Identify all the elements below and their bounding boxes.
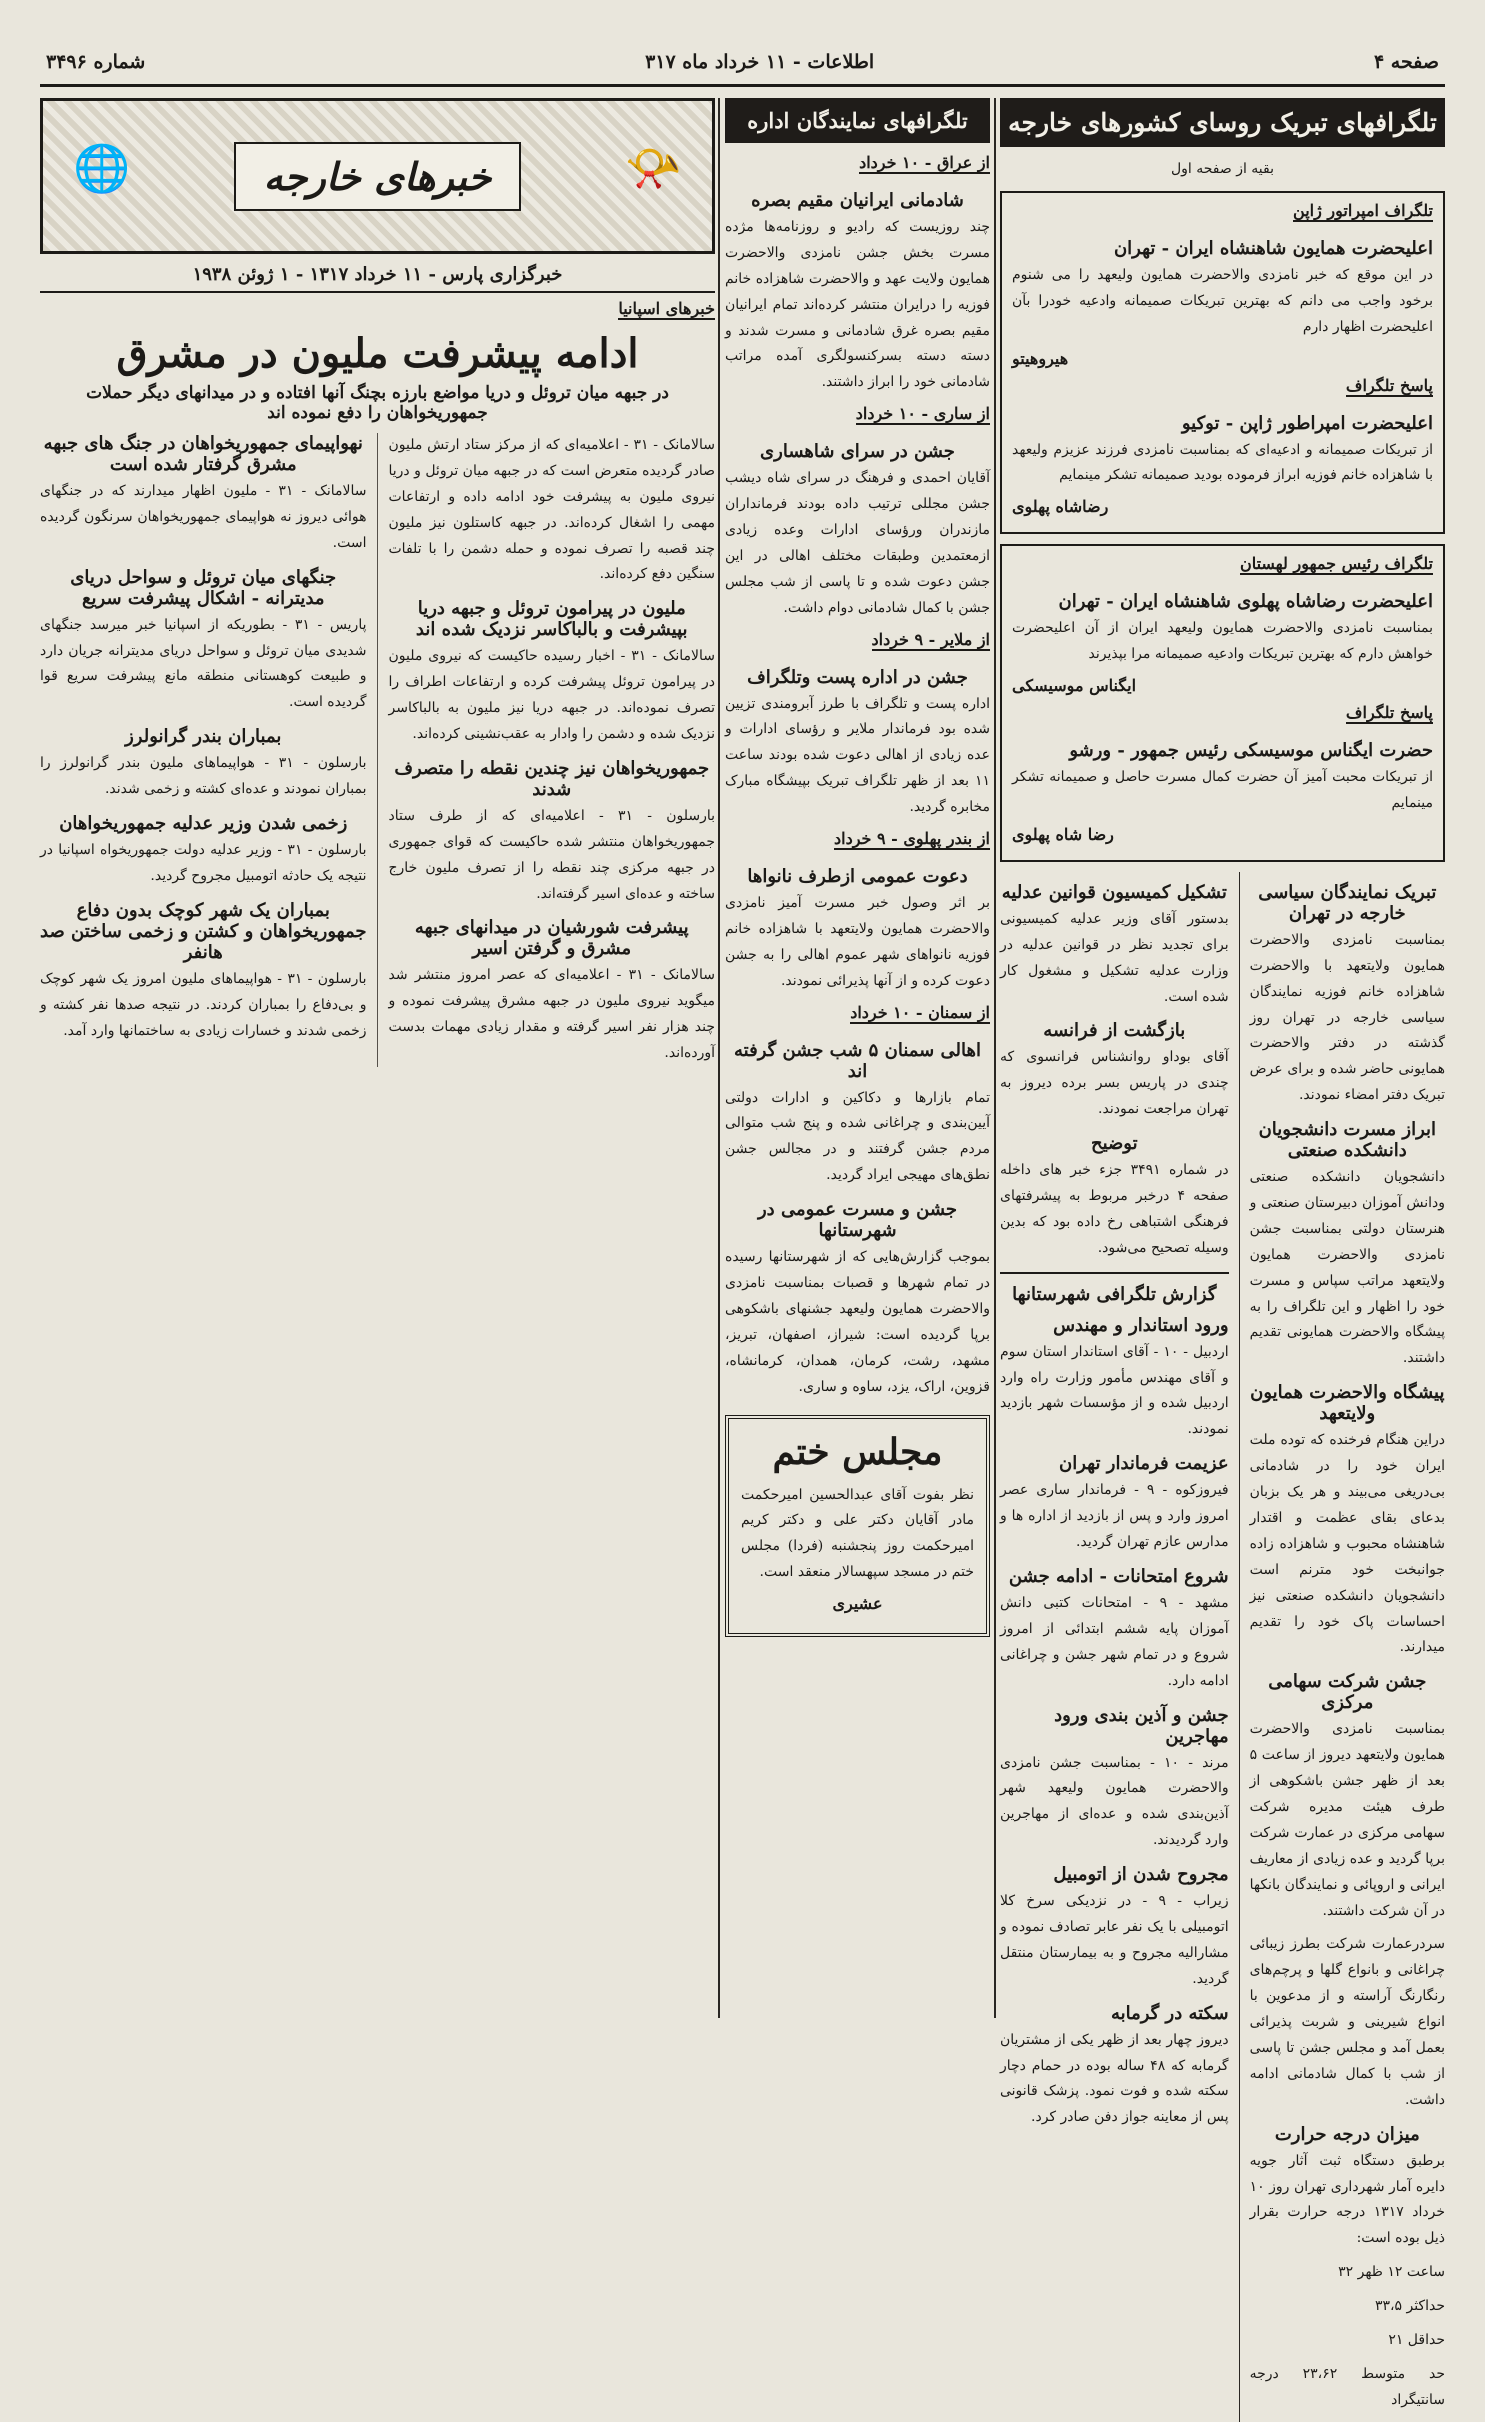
issue-label: شماره ۳۴۹۶ [46, 51, 146, 73]
japan-signature: هیروهیتو [1012, 348, 1069, 368]
celebration-text: مرند - ۱۰ - بمناسبت جشن نامزدی والاحضرت همایون ولیعهد شهر آذین‌بندی شده و عده‌ای از مهاجرین وارد گردیدند. [999, 1754, 1229, 1849]
france-title: بازگشت از فرانسه [1043, 1020, 1186, 1042]
temperature-row: حد متوسط ۲۳،۶۲ درجه سانتیگراد [1249, 2365, 1445, 2408]
sari-title: جشن در سرای شاهساری [760, 441, 955, 463]
foreign-news-logo [40, 98, 715, 254]
poland-text: بمناسبت نامزدی والاحضرت همایون ولیعهد ایران از آن اعلیحضرت خواهش دارم که بهترین تبریکات وادعیه صمیمانه مرا بپذیرند [1012, 620, 1433, 663]
right-lower-inner [1250, 872, 1445, 2422]
exam-text: مشهد - ۹ - امتحانات کتبی دانش آموزان پایه ششم ابتدائی از امروز شروع و در تمام شهر جشن و چراغانی ادامه دارد. [999, 1594, 1229, 1689]
spain-text: سالامانک - ۳۱ - اخبار رسیده حاکیست که نیروی ملیون در پیرامون تروئل پیشرفت کرده و ارتفاعات اطراف را تصرف نموده‌اند. در جبهه دریا نیز ملیون به بالباکاسر نزدیک شده و دشمن را وادار به عقب‌نشینی کرده‌اند. [388, 648, 715, 743]
bandar-title: دعوت عمومی ازطرف نانواها [747, 866, 968, 888]
inner-divider [1239, 872, 1240, 2422]
poland-recipient: اعلیحضرت رضاشاه پهلوی شاهنشاه ایران - تهران [1058, 591, 1433, 613]
spain-text: پاریس - ۳۱ - بطوریکه از اسپانیا خبر میرسد جنگهای شدیدی میان تروئل و سواحل دریای مدیترانه جریان دارد و طبیعت کوهستانی منطقه مانع پیشرفت سریع قوا گردیده است. [40, 616, 367, 711]
bandar-dateline: از بندر پهلوی - ۹ خرداد [834, 829, 990, 849]
middle-banner: تلگرافهای نمایندگان اداره [725, 98, 990, 143]
spain-headline: بمباران بندر گرانولرز [125, 726, 282, 748]
right-banner: تلگرافهای تبریک روسای کشورهای خارجه [1000, 98, 1445, 147]
students-text: دانشجویان دانشکده صنعتی ودانش آموزان دبیرستان صنعتی و هنرستان دولتی بمناسبت جشن نامزدی والاحضرت همایون ولایتعهد مراتب سپاس و مسرت خود را اظهار و این تلگراف را به پیشگاه والاحضرت همایونی تقدیم داشتند. [1249, 1169, 1445, 1367]
heart-attack-title: سکته در گرمابه [1110, 2002, 1229, 2024]
iraq-text: چند روزیست که رادیو و روزنامه‌ها مژده مسرت بخش جشن نامزدی والاحضرت همایون ولایت عهد و والاحضرت شاهزاده خانم فوزیه را درایران منتشر کرده‌اند تمام ایرانیان مقیم بصره غرق شادمانی و مسرت شدند و دسته دسته بسرکنسولگری آمده مراتب شادمانی خود را ابراز داشتند. [725, 219, 990, 391]
exam-title: شروع امتحانات - ادامه جشن [1008, 1565, 1229, 1587]
newspaper-page [40, 40, 1445, 2408]
sari-text: آقایان احمدی و فرهنگ در سرای شاه دیشب جشن مجللی ترتیب داده بودند فرمانداران مازندران ورؤسای ادارات وعده زیادی ازمعتمدین وطبقات مختلف اهالی در این جشن دعوت شده و تا پاسی از شب مجلس جشن با کمال شادمانی دوام داشت. [725, 470, 990, 616]
spain-headline: جنگهای میان تروئل و سواحل دریای مدیترانه - اشکال پیشرفت سریع [70, 566, 337, 609]
globe-icon: 🌐 [73, 141, 131, 195]
spain-headline: جمهوریخواهان نیز چندین نقطه را متصرف شدند [394, 757, 710, 800]
students-title: ابراز مسرت دانشجویان دانشکده صنعتی [1258, 1119, 1437, 1162]
mourning-signature: عشیری [832, 1594, 883, 1614]
japan-recipient: اعلیحضرت همایون شاهنشاه ایران - تهران [1113, 237, 1433, 259]
temperature-title: میزان درجه حرارت [1274, 2123, 1420, 2145]
note-title: توضیح [1090, 1133, 1138, 1155]
cities-text: بموجب گزارش‌هایی که از شهرستانها رسیده در تمام شهرها و قصبات بمناسبت نامزدی والاحضرت همایون ولیعهد جشنهای باشکوهی برپا گردیده است: شیراز، اصفهان، تبریز، مشهد، رشت، کرمان، همدان، کرمانشاه، قزوین، اراک، یزد، ساوه و ساری. [725, 1249, 990, 1395]
spain-news-columns [40, 433, 715, 1067]
reports-title: گزارش تلگرافی شهرستانها [1012, 1283, 1217, 1305]
warsaw-text: از تبریکات محبت آمیز آن حضرت کمال مسرت حاصل و صمیمانه تشکر مینمایم [1012, 769, 1433, 812]
poland-tag: تلگراف رئیس جمهور لهستان [1239, 554, 1433, 574]
paper-date: اطلاعات - ۱۱ خرداد ماه ۳۱۷ [645, 51, 875, 73]
poland-signature: ایگناس موسیسکی [1012, 676, 1137, 696]
warsaw-recipient: حضرت ایگناس موسیسکی رئیس جمهور - ورشو [1069, 740, 1433, 762]
spain-headline: نهواپیمای جمهوریخواهان در جنگ های جبهه مشرق گرفتار شده است [43, 433, 363, 475]
foreign-news-section [40, 98, 715, 2018]
cities-title: جشن و مسرت عمومی در شهرستانها [757, 1199, 958, 1242]
column-rule [718, 98, 720, 2018]
malayer-text: اداره پست و تلگراف با طرز آبرومندی تزیین شده بود فرماندار ملایر و رؤسای ادارات و عده زیادی از اهالی دعوت شده بودند ساعت ۱۱ بعد از ظهر تلگراف تبریک بپیشگاه مبارک مخابره گردید. [725, 695, 990, 816]
peshgah-title: پیشگاه والاحضرت همایون ولایتعهد [1250, 1382, 1445, 1425]
reply-tag: پاسخ تلگراف [1345, 375, 1433, 395]
spain-headline: ملیون در پیرامون تروئل و جبهه دریا بپیشرفت و بالباکاسر نزدیک شده اند [415, 598, 688, 641]
spain-text: سالامانک - ۳۱ - اعلامیه‌ای که از مرکز ستاد ارتش ملیون صادر گردیده متعرض است که در جبهه میان تروئل و دریا نیروی ملیون به پیشرفت خود ادامه داده و ارتفاعات مهمی را اشغال کرده‌اند. در جبهه کاستلون نیز ملیون چند قصبه را تصرف نموده و حمله دشمن را با تلفات سنگین دفع کرده‌اند. [388, 437, 715, 583]
france-text: آقای بوداو روانشناس فرانسوی که چندی در پاریس بسر برده دیروز به تهران مراجعت نمودند. [999, 1049, 1229, 1118]
divider [1000, 1272, 1229, 1274]
japan-text: در این موقع که خبر نامزدی والاحضرت همایون ولیعهد را می شنوم برخود واجب می دانم که بهترین تبریکات صمیمانه وادعیه خودرا بآن اعلیحضرت اظهار دارم [1012, 266, 1433, 335]
ardabil-title: ورود استاندار و مهندس [1053, 1314, 1229, 1336]
semnan-title: اهالی سمنان ۵ شب جشن گرفته اند [734, 1039, 981, 1082]
note-text: در شماره ۳۴۹۱ جزء خبر های داخله صفحه ۴ درخبر مربوط به پیشرفتهای فرهنگی اشتباهی رخ داده بود که بدین وسیله تصحیح می‌شود. [999, 1162, 1229, 1256]
iraq-dateline: از عراق - ۱۰ خرداد [859, 153, 990, 172]
iraq-title: شادمانی ایرانیان مقیم بصره [751, 190, 964, 211]
main-headline: ادامه پیشرفت ملیون در مشرق [116, 330, 639, 377]
spain-text: سالامانک - ۳۱ - ملیون اظهار میدارند که در جنگهای هوائی دیروز نه هواپیمای جمهوریخواهان سرنگون گردیده است. [40, 483, 367, 551]
malayer-dateline: از ملایر - ۹ خرداد [871, 629, 990, 649]
spain-section-label: خبرهای اسپانیا [618, 299, 715, 318]
tokyo-recipient: اعلیحضرت امپراطور ژاپن - توکیو [1181, 412, 1433, 434]
gramophone-icon: 📯 [624, 141, 682, 195]
foreign-news-title: خبرهای خارجه [234, 142, 522, 211]
sari-dateline: از ساری - ۱۰ خرداد [855, 404, 990, 424]
reply2-tag: پاسخ تلگراف [1345, 703, 1433, 723]
firuzkuh-title: عزیمت فرماندار تهران [1059, 1453, 1229, 1475]
diplomats-text: بمناسبت نامزدی والاحضرت همایون ولایتعهد با والاحضرت شاهزاده خانم فوزیه نمایندگان سیاسی خارجه در تهران روز گذشته در دفتر والاحضرت همایونی حاضر شده و برای عرض تبریک دفتر امضاء نمودند. [1249, 931, 1445, 1104]
japan-tag: تلگراف امپراتور ژاپن [1293, 200, 1433, 220]
spain-headline: زخمی شدن وزیر عدلیه جمهوریخواهان [59, 813, 348, 835]
foreign-dateline: خبرگزاری پارس - ۱۱ خرداد ۱۳۱۷ - ۱ ژوئن ۱۹۳۸ [40, 264, 715, 293]
bandar-text: بر اثر وصول خبر مسرت آمیز نامزدی والاحضرت همایون ولایتعهد با شاهزاده خانم فوزیه نانواهای شهر عموم اهالی را به جشن دعوت کرده و از آنها پذیرائی نمودند. [725, 895, 990, 989]
injured-title: مجروح شدن از اتومبیل [1053, 1864, 1229, 1886]
poland-telegram [1000, 544, 1445, 862]
tokyo-text: از تبریکات صمیمانه و ادعیه‌ای که بمناسبت نامزدی فرزند عزیزم ولیعهد با شاهزاده خانم فوزیه ابراز فرموده بودید صمیمانه تشکر مینمایم [1012, 441, 1433, 484]
temperature-row: حداقل ۲۱ [1388, 2331, 1445, 2348]
spain-text: بارسلون - ۳۱ - وزیر عدلیه دولت جمهوریخواه اسپانیا در نتیجه یک حادثه اتومبیل مجروح گردید. [40, 842, 367, 884]
spain-text: سالامانک - ۳۱ - اعلامیه‌ای که عصر امروز منتشر شد میگوید نیروی ملیون در جبهه مشرق پیشرفت نموده و چند هزار نفر اسیر گرفته و مقدار زیادی مهمات بدست آورده‌اند. [388, 967, 715, 1062]
masthead [40, 40, 1445, 87]
commission-text: بدستور آقای وزیر عدلیه کمیسیونی برای تجدید نظر در قوانین عدلیه در وزارت عدلیه تشکیل و مشغول کار شده است. [999, 910, 1229, 1005]
middle-column [725, 98, 990, 2018]
spain-headline: پیشرفت شورشیان در میدانهای جبهه مشرق و گرفتن اسیر [414, 917, 689, 960]
right-lower-split [1000, 872, 1445, 2422]
merchants-title: جشن شرکت سهامی مرکزی [1268, 1671, 1427, 1714]
right-lower-outer [1000, 872, 1229, 2422]
merchants-text: بمناسبت نامزدی والاحضرت همایون ولایتعهد دیروز از ساعت ۵ بعد از ظهر جشن باشکوهی از طرف هیئت مدیره شرکت سهامی مرکزی در عمارت شرکت برپا گردید و عده زیادی از معاریف ایرانی و اروپائی و نمایندگان بانکها در آن شرکت داشتند. [1249, 1721, 1445, 1919]
semnan-dateline: از سمنان - ۱۰ خرداد [850, 1002, 990, 1022]
heart-attack-text: دیروز چهار بعد از ظهر یکی از مشتریان گرمابه که ۴۸ ساله بوده در حمام دچار سکته شده و فوت نمود. پزشک قانونی پس از معاینه جواز دفن صادر کرد. [999, 2031, 1229, 2126]
diplomats-title: تبریک نمایندگان سیاسی خارجه در تهران [1258, 881, 1437, 924]
main-subhead: در جبهه میان تروئل و دریا مواضع بارزه بچنگ آنها افتاده و در میدانهای دیگر حملات جمهوریخواهان را دفع نموده اند [86, 383, 669, 423]
continued-note: بقیه از صفحه اول [1170, 161, 1275, 177]
column-rule [994, 98, 996, 2018]
peshgah-text: دراین هنگام فرخنده که توده ملت ایران خود را در شادمانی بی‌دریغی می‌بیند و هر یک بزبان بدعای بقای عظمت و اقتدار شاهنشاه محبوب و شاهزاده زاده جوانبخت خود مترنم است دانشجویان دانشکده صنعتی نیز احساسات پاک خود را تقدیم میدارند. [1249, 1432, 1445, 1656]
japan-telegram [1000, 191, 1445, 534]
injured-text: زیراب - ۹ - در نزدیکی سرخ کلا اتومبیلی با یک نفر عابر تصادف نموده و مشارالیه مجروح و به بیمارستان منتقل گردید. [999, 1893, 1229, 1987]
spain-text: بارسلون - ۳۱ - هواپیماهای ملیون بندر گرانولرز را بمباران نمودند و عده‌ای کشته و زخمی شدند. [40, 755, 367, 798]
mourning-text: نظر بفوت آقای عبدالحسین امیرحکمت مادر آقایان دکتر علی و دکتر کریم امیرحکمت روز پنجشنبه (فردا) مجلس ختم در مسجد سپهسالار منعقد است. [741, 1486, 974, 1581]
merchants-text-2: سردرعمارت شرکت بطرز زیبائی چراغانی و بانواع گلها و پرچم‌های رنگارنگ آراسته و از مدعوین با انواع شیرینی و شربت پذیرائی بعمل آمد و مجلس جشن تا پاسی از شب با کمال شادمانی ادامه داشت. [1249, 1936, 1445, 2108]
temperature-row: حداکثر ۳۳،۵ [1374, 2298, 1445, 2315]
mourning-notice [725, 1415, 990, 1638]
ardabil-text: اردبیل - ۱۰ - آقای استاندار استان سوم و آقای مهندس مأمور وزارت راه وارد اردبیل شده و از مؤسسات شهر بازدید نمودند. [999, 1343, 1229, 1438]
temperature-intro: برطبق دستگاه ثبت آثار جویه دایره آمار شهرداری تهران روز ۱۰ خرداد ۱۳۱۷ درجه حرارت بقرار ذیل بوده است: [1249, 2152, 1445, 2247]
semnan-text: تمام بازارها و دکاکین و ادارات دولتی آیین‌بندی و چراغانی شده و پنج شب متوالی مردم جشن گرفتند و در مجالس جشن نطق‌های مهیجی ایراد گردید. [725, 1089, 990, 1184]
right-column [999, 98, 1445, 2408]
warsaw-signature: رضا شاه پهلوی [1012, 824, 1114, 844]
spain-headline: بمباران یک شهر کوچک بدون دفاع جمهوریخواهان و کشتن و زخمی ساختن صد هانفر [40, 899, 367, 963]
spain-text: بارسلون - ۳۱ - هواپیماهای ملیون امروز یک شهر کوچک و بی‌دفاع را بمباران کردند. در نتیجه صدها نفر کشته و زخمی شدند و خسارات زیادی به ساختمانها وارد آمد. [40, 970, 367, 1039]
commission-title: تشکیل کمیسیون قوانین عدلیه [1001, 881, 1227, 903]
firuzkuh-text: فیروزکوه - ۹ - فرماندار ساری عصر امروز وارد و پس از بازدید از اداره ها و مدارس عازم تهران گردید. [999, 1482, 1229, 1551]
mourning-title: مجلس ختم [772, 1430, 943, 1473]
spain-text: بارسلون - ۳۱ - اعلامیه‌ای که از طرف ستاد جمهوریخواهان منتشر شده حاکیست که قوای جمهوری در جبهه مرکزی چند نقطه را از تصرف ملیون خارج ساخته و عده‌ای اسیر گرفته‌اند. [388, 807, 715, 902]
temperature-row: ساعت ۱۲ ظهر ۳۲ [1338, 2264, 1445, 2281]
tokyo-signature: رضاشاه پهلوی [1012, 497, 1109, 517]
page-label: صفحه ۴ [1373, 51, 1439, 73]
malayer-title: جشن در اداره پست وتلگراف [747, 666, 968, 688]
celebration-title: جشن و آذین بندی ورود مهاجرین [1054, 1704, 1229, 1747]
